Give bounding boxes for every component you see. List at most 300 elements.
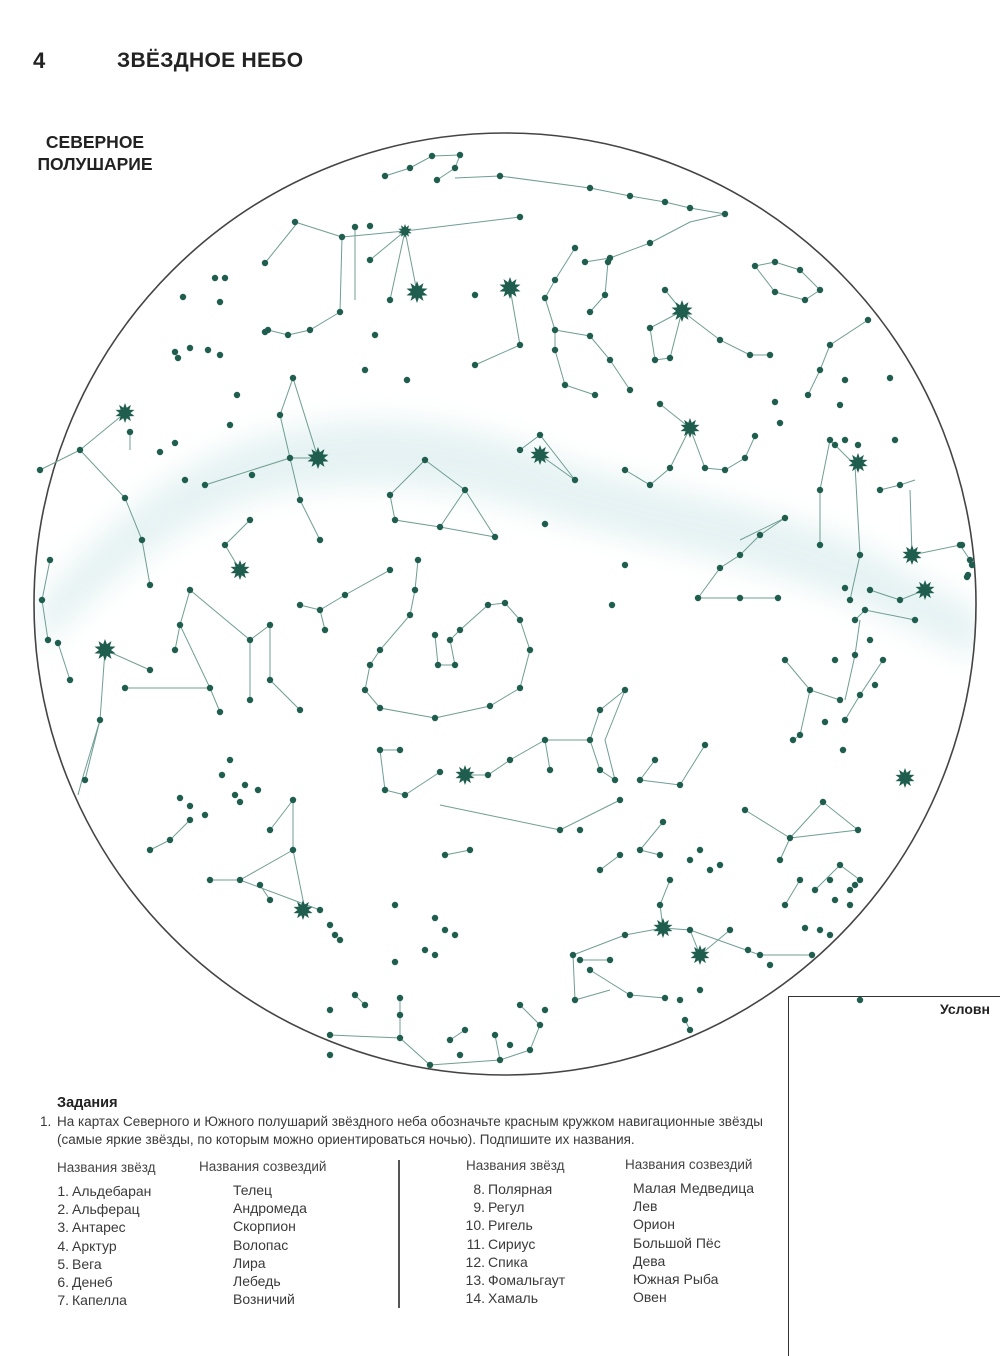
constellation-line [820, 440, 855, 545]
list-item: Лира [233, 1254, 266, 1271]
star [262, 260, 268, 266]
star [587, 185, 593, 191]
star [377, 647, 383, 653]
constellations-header-right: Названия созвездий [625, 1157, 753, 1172]
star [597, 867, 603, 873]
star [415, 557, 421, 563]
star [537, 1022, 543, 1028]
star [339, 234, 345, 240]
star [407, 165, 413, 171]
star [247, 517, 253, 523]
constellation-line [545, 740, 550, 770]
star [202, 812, 208, 818]
star [502, 600, 508, 606]
star [362, 687, 368, 693]
star [212, 275, 218, 281]
star-list-left [57, 1182, 151, 1309]
star [880, 657, 886, 663]
star [697, 987, 703, 993]
star [187, 803, 193, 809]
star [687, 205, 693, 211]
star [175, 355, 181, 361]
star [667, 465, 673, 471]
star [237, 799, 243, 805]
star [45, 637, 51, 643]
star [517, 685, 523, 691]
bright-star [903, 545, 922, 565]
star [842, 377, 848, 383]
star [637, 847, 643, 853]
star [617, 797, 623, 803]
list-item: Телец [233, 1182, 273, 1198]
star [857, 692, 863, 698]
star [39, 597, 45, 603]
star [362, 367, 368, 373]
constellation-line [640, 822, 663, 855]
constellation-line [745, 802, 858, 838]
star [677, 997, 683, 1003]
constellation-line [808, 320, 868, 395]
star [820, 799, 826, 805]
star [752, 263, 758, 269]
constellation-line [440, 490, 465, 527]
stars-layer [37, 152, 975, 1068]
star [322, 627, 328, 633]
star [404, 377, 410, 383]
star [797, 877, 803, 883]
star [832, 442, 838, 448]
star [605, 259, 611, 265]
star [77, 447, 83, 453]
star [517, 617, 523, 623]
star [657, 902, 663, 908]
star [767, 962, 773, 968]
star [157, 449, 163, 455]
star [497, 173, 503, 179]
list-item: 12. Спика [465, 1253, 528, 1270]
star [517, 214, 523, 220]
constellation-line [663, 928, 812, 955]
constellation-line [785, 880, 800, 905]
constellation-line [225, 520, 250, 570]
star [332, 932, 338, 938]
star [832, 897, 838, 903]
star [67, 677, 73, 683]
list-item: Возничий [233, 1291, 295, 1308]
constellation-line [265, 222, 298, 263]
star [607, 957, 613, 963]
star [897, 597, 903, 603]
star [467, 847, 473, 853]
star [542, 521, 548, 527]
constellation-line [300, 570, 390, 610]
star [647, 325, 653, 331]
list-item: Лев [633, 1198, 658, 1215]
star [717, 337, 723, 343]
star [587, 333, 593, 339]
star [767, 352, 773, 358]
constellation-line [270, 800, 293, 830]
star [667, 877, 673, 883]
star [317, 537, 323, 543]
list-item: Скорпион [233, 1218, 296, 1235]
star [257, 882, 263, 888]
hemisphere-label-line1: СЕВЕРНОЕ [45, 132, 145, 152]
star [202, 482, 208, 488]
star [367, 662, 373, 668]
bright-star [500, 277, 521, 299]
bright-star [849, 453, 868, 473]
star [622, 467, 628, 473]
star [572, 477, 578, 483]
constellation-line [545, 298, 555, 330]
star [397, 747, 403, 753]
star [702, 742, 708, 748]
star [472, 292, 478, 298]
star [687, 927, 693, 933]
star [147, 667, 153, 673]
star [267, 827, 273, 833]
star [432, 715, 438, 721]
star [317, 907, 323, 913]
star [807, 687, 813, 693]
star [392, 959, 398, 965]
star [262, 329, 268, 335]
star [577, 957, 583, 963]
star [857, 877, 863, 883]
star [827, 342, 833, 348]
constellation-line [405, 231, 417, 292]
star [737, 552, 743, 558]
constellation-line [845, 660, 883, 720]
star [222, 542, 228, 548]
star [492, 1032, 498, 1038]
star [745, 947, 751, 953]
star [497, 1057, 503, 1063]
star [827, 877, 833, 883]
star [627, 992, 633, 998]
star [912, 617, 918, 623]
constellation-line [845, 620, 860, 700]
star [247, 697, 253, 703]
constellation-line [585, 214, 725, 262]
task-text: На картах Северного и Южного полушарий звёздного неба обозначьте красным кружком навигационные звёзды (самые яркие звёзды, по которым можно ориентироваться ночью). Подпишите их названия. [57, 1114, 763, 1147]
star [827, 932, 833, 938]
constellation-line [293, 800, 305, 910]
star [652, 357, 658, 363]
star [447, 637, 453, 643]
star [217, 352, 223, 358]
star [442, 852, 448, 858]
constellation-line [440, 800, 620, 830]
star [782, 657, 788, 663]
star [434, 177, 440, 183]
star [837, 862, 843, 868]
star [172, 647, 178, 653]
star [435, 662, 441, 668]
star [647, 240, 653, 246]
star [327, 1032, 333, 1038]
star [537, 432, 543, 438]
star [959, 542, 965, 548]
star [452, 662, 458, 668]
star [285, 332, 291, 338]
star [187, 587, 193, 593]
star [462, 1027, 468, 1033]
list-item: Орион [633, 1216, 676, 1233]
star [167, 837, 173, 843]
star [442, 927, 448, 933]
constellation-line [488, 740, 590, 775]
star [297, 707, 303, 713]
bright-star [407, 281, 428, 303]
star [587, 737, 593, 743]
star [172, 440, 178, 446]
star [862, 607, 868, 613]
star [842, 717, 848, 723]
star [290, 797, 296, 803]
star [180, 294, 186, 300]
constellation-line [445, 850, 470, 855]
constellation-line [190, 590, 270, 640]
star [429, 153, 435, 159]
star [587, 967, 593, 973]
star [572, 997, 578, 1003]
list-item: 13. Фомальгаут [465, 1272, 566, 1289]
star [662, 995, 668, 1001]
star [432, 915, 438, 921]
bright-star [116, 403, 135, 423]
list-item: 11. Сириус [466, 1235, 536, 1252]
star [432, 632, 438, 638]
constellation-line [455, 176, 725, 214]
star [267, 897, 273, 903]
star [547, 767, 553, 773]
star [892, 437, 898, 443]
star [677, 782, 683, 788]
constellation-line [180, 625, 220, 712]
list-item: Дева [633, 1252, 666, 1269]
star [722, 467, 728, 473]
star [822, 719, 828, 725]
star [177, 622, 183, 628]
star [82, 777, 88, 783]
star [267, 622, 273, 628]
page-title: ЗВЁЗДНОЕ НЕБО [117, 49, 304, 72]
constellation-line [270, 625, 300, 710]
star [255, 787, 261, 793]
star [817, 487, 823, 493]
star [855, 827, 861, 833]
star [582, 259, 588, 265]
star-list-right [463, 1180, 565, 1307]
constellation-line [600, 855, 620, 870]
star [487, 703, 493, 709]
star [617, 852, 623, 858]
star [387, 567, 393, 573]
star [562, 382, 568, 388]
star [772, 259, 778, 265]
stars-header-right: Названия звёзд [466, 1158, 565, 1173]
constellation-line [690, 428, 755, 470]
star [827, 437, 833, 443]
list-item: Волопас [233, 1236, 289, 1253]
star [122, 685, 128, 691]
star [542, 1007, 548, 1013]
star [787, 835, 793, 841]
star [457, 627, 463, 633]
list-item: 8. Полярная [473, 1181, 553, 1197]
constellation-list-left [233, 1181, 307, 1308]
star [457, 152, 463, 158]
star [367, 223, 373, 229]
star [570, 952, 576, 958]
star [660, 819, 666, 825]
star [775, 595, 781, 601]
star [290, 847, 296, 853]
star [290, 375, 296, 381]
list-item: Лебедь [233, 1273, 281, 1290]
star [397, 995, 403, 1001]
star [352, 992, 358, 998]
star [872, 682, 878, 688]
star [292, 219, 298, 225]
star [397, 1012, 403, 1018]
star [717, 565, 723, 571]
constellation-line [150, 820, 190, 850]
star [234, 392, 240, 398]
star [897, 482, 903, 488]
star [727, 927, 733, 933]
star [437, 769, 443, 775]
star [422, 947, 428, 953]
star [472, 362, 478, 368]
star [457, 1052, 463, 1058]
star [612, 777, 618, 783]
star [127, 429, 133, 435]
star [207, 877, 213, 883]
constellation-line [575, 990, 610, 1000]
star [172, 349, 178, 355]
star [865, 317, 871, 323]
constellation-line [785, 660, 840, 700]
star [809, 952, 815, 958]
star [232, 792, 238, 798]
star [742, 807, 748, 813]
constellation-line [430, 1025, 540, 1065]
star [377, 705, 383, 711]
star [352, 224, 358, 230]
star [837, 402, 843, 408]
star [752, 433, 758, 439]
star [797, 267, 803, 273]
star [757, 532, 763, 538]
constellation-line [268, 222, 342, 335]
list-item: 5. Вега [57, 1255, 102, 1272]
star [527, 647, 533, 653]
star [552, 347, 558, 353]
star [572, 245, 578, 251]
star [307, 327, 313, 333]
star [577, 827, 583, 833]
star [747, 352, 753, 358]
star [327, 1007, 333, 1013]
star [182, 477, 188, 483]
star [507, 1042, 513, 1048]
bright-star [294, 900, 313, 920]
star [242, 782, 248, 788]
star [227, 757, 233, 763]
constellation-line [910, 490, 912, 555]
star [652, 757, 658, 763]
star [622, 932, 628, 938]
star [627, 387, 633, 393]
star [517, 447, 523, 453]
constellation-line [385, 155, 460, 180]
star [790, 737, 796, 743]
star [427, 1062, 433, 1068]
star [277, 412, 283, 418]
star [647, 482, 653, 488]
star [122, 495, 128, 501]
stars-header-left: Названия звёзд [57, 1160, 156, 1175]
list-item: 7. Капелла [57, 1292, 127, 1309]
star [327, 1052, 333, 1058]
star [219, 772, 225, 778]
star [832, 657, 838, 663]
star [462, 487, 468, 493]
star [887, 375, 893, 381]
star [817, 542, 823, 548]
legend-box [788, 996, 1000, 1356]
star [697, 847, 703, 853]
constellation-line [495, 1035, 500, 1060]
star [205, 347, 211, 353]
star [772, 399, 778, 405]
star [97, 717, 103, 723]
list-item: 4. Арктур [57, 1237, 117, 1254]
star [485, 772, 491, 778]
star [757, 952, 763, 958]
star [777, 420, 783, 426]
star [297, 602, 303, 608]
star [492, 534, 498, 540]
star [207, 685, 213, 691]
constellation-line [475, 345, 520, 365]
star [622, 562, 628, 568]
star [407, 612, 413, 618]
list-item: Большой Пёс [633, 1234, 721, 1251]
list-item: Малая Медведица [633, 1180, 755, 1196]
star [392, 517, 398, 523]
bright-star [896, 768, 915, 788]
bright-star [672, 300, 693, 322]
list-item: 3. Антарес [57, 1219, 126, 1236]
star [609, 602, 615, 608]
star [777, 857, 783, 863]
hemisphere-label [30, 131, 160, 175]
star [722, 211, 728, 217]
star [327, 922, 333, 928]
star [627, 193, 633, 199]
star [402, 792, 408, 798]
constellation-line [665, 290, 770, 355]
star [837, 697, 843, 703]
star [867, 637, 873, 643]
task-1 [40, 1113, 780, 1149]
star [817, 287, 823, 293]
star [847, 887, 853, 893]
